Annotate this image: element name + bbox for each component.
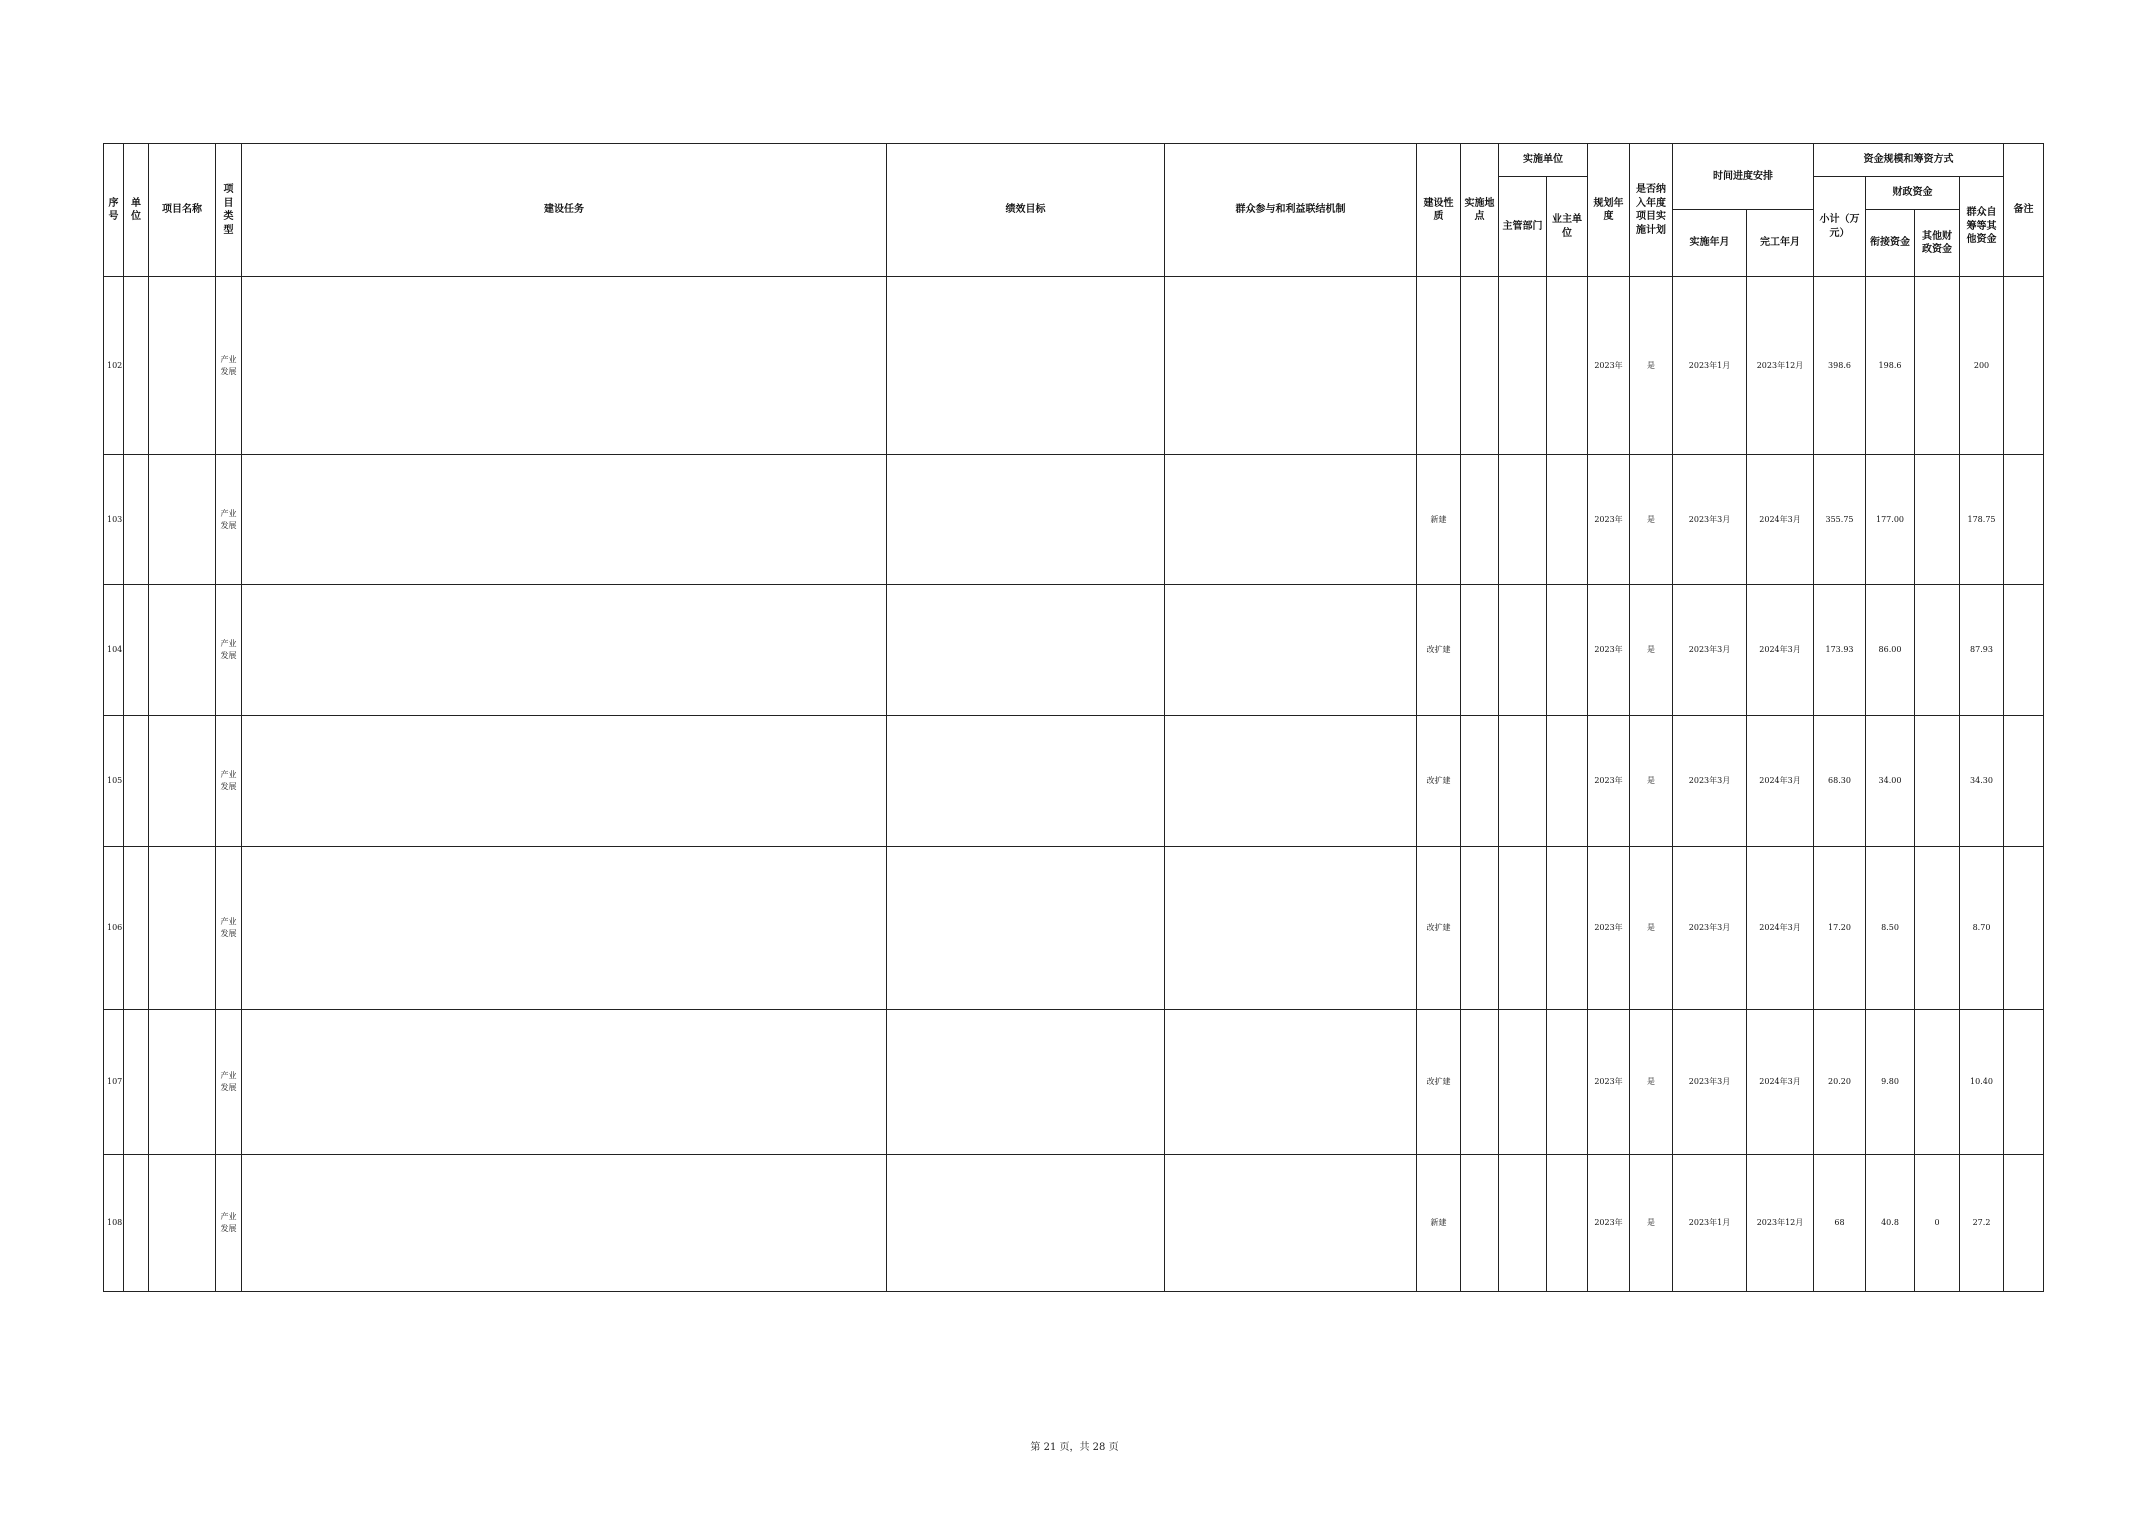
header-schedule: 时间进度安排 (1673, 144, 1814, 210)
cell-self: 8.70 (1960, 847, 2004, 1010)
cell-mech (1165, 1010, 1417, 1155)
cell-self: 200 (1960, 277, 2004, 455)
cell-start: 2023年1月 (1673, 1155, 1747, 1292)
cell-type: 产业发展 (216, 277, 242, 455)
cell-name (149, 585, 216, 716)
header-nature: 建设性质 (1417, 144, 1461, 277)
cell-owner (1547, 847, 1588, 1010)
cell-remark (2004, 847, 2044, 1010)
cell-linked: 34.00 (1866, 716, 1915, 847)
header-fiscal: 财政资金 (1866, 177, 1960, 210)
cell-task (242, 1155, 887, 1292)
cell-mech (1165, 716, 1417, 847)
cell-site (1461, 1155, 1499, 1292)
cell-nature: 改扩建 (1417, 1010, 1461, 1155)
cell-self: 34.30 (1960, 716, 2004, 847)
cell-self: 87.93 (1960, 585, 2004, 716)
cell-subtotal: 68.30 (1814, 716, 1866, 847)
cell-unit (124, 1155, 149, 1292)
header-remark: 备注 (2004, 144, 2044, 277)
cell-competent (1499, 455, 1547, 585)
cell-perf (887, 455, 1165, 585)
header-type: 项目类型 (216, 144, 242, 277)
table-row (104, 716, 2044, 847)
cell-included: 是 (1630, 716, 1673, 847)
cell-other-fiscal (1915, 1010, 1960, 1155)
cell-task (242, 847, 887, 1010)
cell-plan-year: 2023年 (1588, 1155, 1630, 1292)
cell-other-fiscal (1915, 277, 1960, 455)
cell-start: 2023年3月 (1673, 847, 1747, 1010)
cell-competent (1499, 1155, 1547, 1292)
table-row (104, 1155, 2044, 1292)
cell-linked: 40.8 (1866, 1155, 1915, 1292)
cell-remark (2004, 455, 2044, 585)
cell-task (242, 277, 887, 455)
cell-perf (887, 1010, 1165, 1155)
cell-remark (2004, 716, 2044, 847)
cell-included: 是 (1630, 277, 1673, 455)
cell-seq: 108 (104, 1155, 124, 1292)
cell-start: 2023年3月 (1673, 585, 1747, 716)
cell-start: 2023年3月 (1673, 716, 1747, 847)
cell-site (1461, 716, 1499, 847)
cell-type: 产业发展 (216, 455, 242, 585)
cell-name (149, 1155, 216, 1292)
cell-nature (1417, 277, 1461, 455)
cell-mech (1165, 847, 1417, 1010)
cell-included: 是 (1630, 1155, 1673, 1292)
cell-unit (124, 716, 149, 847)
cell-plan-year: 2023年 (1588, 847, 1630, 1010)
header-seq: 序号 (104, 144, 124, 277)
table-row (104, 455, 2044, 585)
cell-owner (1547, 277, 1588, 455)
cell-seq: 103 (104, 455, 124, 585)
cell-seq: 106 (104, 847, 124, 1010)
cell-nature: 改扩建 (1417, 585, 1461, 716)
header-row-1 (104, 144, 2044, 177)
header-task: 建设任务 (242, 144, 887, 277)
cell-other-fiscal (1915, 847, 1960, 1010)
cell-name (149, 1010, 216, 1155)
cell-subtotal: 17.20 (1814, 847, 1866, 1010)
header-self: 群众自筹等其他资金 (1960, 177, 2004, 277)
cell-linked: 177.00 (1866, 455, 1915, 585)
cell-remark (2004, 1010, 2044, 1155)
header-site: 实施地点 (1461, 144, 1499, 277)
cell-owner (1547, 1010, 1588, 1155)
cell-mech (1165, 1155, 1417, 1292)
header-included: 是否纳入年度项目实施计划 (1630, 144, 1673, 277)
cell-perf (887, 716, 1165, 847)
cell-mech (1165, 455, 1417, 585)
cell-included: 是 (1630, 455, 1673, 585)
cell-owner (1547, 455, 1588, 585)
cell-unit (124, 277, 149, 455)
cell-perf (887, 1155, 1165, 1292)
cell-task (242, 1010, 887, 1155)
header-perf: 绩效目标 (887, 144, 1165, 277)
cell-plan-year: 2023年 (1588, 455, 1630, 585)
cell-end: 2024年3月 (1747, 1010, 1814, 1155)
cell-name (149, 847, 216, 1010)
cell-site (1461, 455, 1499, 585)
cell-seq: 104 (104, 585, 124, 716)
header-subtotal: 小计（万元） (1814, 177, 1866, 277)
cell-perf (887, 585, 1165, 716)
cell-linked: 198.6 (1866, 277, 1915, 455)
header-impl-unit: 实施单位 (1499, 144, 1588, 177)
cell-other-fiscal (1915, 455, 1960, 585)
header-owner: 业主单位 (1547, 177, 1588, 277)
cell-competent (1499, 277, 1547, 455)
cell-subtotal: 398.6 (1814, 277, 1866, 455)
cell-site (1461, 847, 1499, 1010)
cell-seq: 105 (104, 716, 124, 847)
header-end: 完工年月 (1747, 210, 1814, 277)
cell-remark (2004, 1155, 2044, 1292)
table-row (104, 585, 2044, 716)
cell-competent (1499, 585, 1547, 716)
cell-subtotal: 20.20 (1814, 1010, 1866, 1155)
cell-site (1461, 277, 1499, 455)
cell-type: 产业发展 (216, 847, 242, 1010)
cell-self: 10.40 (1960, 1010, 2004, 1155)
cell-subtotal: 355.75 (1814, 455, 1866, 585)
cell-plan-year: 2023年 (1588, 716, 1630, 847)
cell-type: 产业发展 (216, 585, 242, 716)
cell-perf (887, 277, 1165, 455)
table-row (104, 1010, 2044, 1155)
cell-owner (1547, 585, 1588, 716)
cell-nature: 改扩建 (1417, 716, 1461, 847)
cell-start: 2023年3月 (1673, 455, 1747, 585)
cell-name (149, 277, 216, 455)
cell-competent (1499, 716, 1547, 847)
cell-unit (124, 585, 149, 716)
header-linked: 衔接资金 (1866, 210, 1915, 277)
cell-subtotal: 173.93 (1814, 585, 1866, 716)
cell-task (242, 716, 887, 847)
cell-unit (124, 1010, 149, 1155)
page-footer: 第 21 页，共 28 页 (1030, 1442, 1119, 1453)
cell-type: 产业发展 (216, 1155, 242, 1292)
cell-end: 2024年3月 (1747, 847, 1814, 1010)
cell-end: 2024年3月 (1747, 716, 1814, 847)
cell-remark (2004, 277, 2044, 455)
cell-task (242, 585, 887, 716)
header-competent: 主管部门 (1499, 177, 1547, 277)
cell-seq: 102 (104, 277, 124, 455)
header-start: 实施年月 (1673, 210, 1747, 277)
cell-task (242, 455, 887, 585)
table-row (104, 847, 2044, 1010)
cell-mech (1165, 585, 1417, 716)
cell-site (1461, 585, 1499, 716)
cell-self: 178.75 (1960, 455, 2004, 585)
cell-subtotal: 68 (1814, 1155, 1866, 1292)
header-mech: 群众参与和利益联结机制 (1165, 144, 1417, 277)
project-table (103, 143, 2044, 1292)
table-row (104, 277, 2044, 455)
cell-start: 2023年1月 (1673, 277, 1747, 455)
cell-perf (887, 847, 1165, 1010)
cell-other-fiscal (1915, 716, 1960, 847)
cell-name (149, 716, 216, 847)
cell-start: 2023年3月 (1673, 1010, 1747, 1155)
cell-remark (2004, 585, 2044, 716)
cell-end: 2024年3月 (1747, 455, 1814, 585)
cell-competent (1499, 847, 1547, 1010)
cell-nature: 改扩建 (1417, 847, 1461, 1010)
cell-plan-year: 2023年 (1588, 1010, 1630, 1155)
header-name: 项目名称 (149, 144, 216, 277)
header-other-fiscal: 其他财政资金 (1915, 210, 1960, 277)
cell-type: 产业发展 (216, 716, 242, 847)
cell-linked: 86.00 (1866, 585, 1915, 716)
cell-self: 27.2 (1960, 1155, 2004, 1292)
cell-plan-year: 2023年 (1588, 585, 1630, 716)
cell-end: 2024年3月 (1747, 585, 1814, 716)
cell-linked: 8.50 (1866, 847, 1915, 1010)
cell-name (149, 455, 216, 585)
project-table-sheet (103, 143, 2043, 1292)
cell-mech (1165, 277, 1417, 455)
cell-plan-year: 2023年 (1588, 277, 1630, 455)
cell-unit (124, 847, 149, 1010)
cell-type: 产业发展 (216, 1010, 242, 1155)
cell-included: 是 (1630, 1010, 1673, 1155)
cell-owner (1547, 716, 1588, 847)
header-plan-year: 规划年度 (1588, 144, 1630, 277)
cell-other-fiscal (1915, 585, 1960, 716)
cell-linked: 9.80 (1866, 1010, 1915, 1155)
cell-unit (124, 455, 149, 585)
cell-end: 2023年12月 (1747, 1155, 1814, 1292)
cell-competent (1499, 1010, 1547, 1155)
cell-nature: 新建 (1417, 455, 1461, 585)
header-unit: 单位 (124, 144, 149, 277)
cell-nature: 新建 (1417, 1155, 1461, 1292)
cell-end: 2023年12月 (1747, 277, 1814, 455)
cell-owner (1547, 1155, 1588, 1292)
cell-other-fiscal: 0 (1915, 1155, 1960, 1292)
cell-included: 是 (1630, 585, 1673, 716)
cell-site (1461, 1010, 1499, 1155)
header-funding: 资金规模和筹资方式 (1814, 144, 2004, 177)
cell-included: 是 (1630, 847, 1673, 1010)
cell-seq: 107 (104, 1010, 124, 1155)
